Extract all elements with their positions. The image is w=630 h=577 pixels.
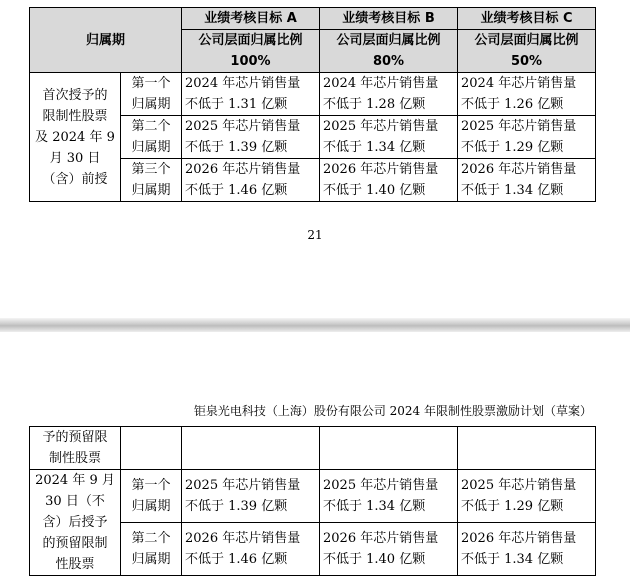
target-cell [320,523,458,576]
text-line: 不低于 1.29 亿颗 [461,499,564,514]
target-cell [320,116,458,159]
text-line: 性股票 [55,557,95,572]
text-line: 限制性股票 [42,108,108,124]
target-b-ratio: 80% [372,54,405,69]
running-header: 钜泉光电科技（上海）股份有限公司 2024 年限制性股票激励计划（草案） [193,404,592,418]
text-line: 2025 年芯片销售量 [323,119,439,134]
text-line: 不低于 1.46 亿颗 [185,552,288,567]
text-line: 第一个 [131,76,171,91]
target-a-title: 业绩考核目标 A [204,11,297,26]
page-number: 21 [307,228,323,242]
text-line: 归属期 [131,499,171,514]
text-line: 2025 年芯片销售量 [461,119,577,134]
text-line: 予的预留限 [42,430,108,445]
text-line: 第二个 [131,119,171,134]
text-line: 2026 年芯片销售量 [323,531,439,546]
document-page-bottom [0,332,630,577]
text-line: 2026 年芯片销售量 [185,162,301,177]
table-row [30,427,596,470]
performance-target-table [29,7,596,202]
text-line: 2026 年芯片销售量 [461,162,577,177]
text-line: 不低于 1.29 亿颗 [461,140,564,155]
text-line: 不低于 1.40 亿颗 [323,183,426,198]
text-line: （含）前授 [42,171,108,187]
text-line: 归属期 [131,183,171,198]
page-separator [0,318,630,332]
text-line: 不低于 1.34 亿颗 [323,140,426,155]
target-b-sub: 公司层面归属比例 [320,29,457,51]
text-line: 2024 年芯片销售量 [323,76,439,91]
period-cell [121,73,182,116]
period-cell [121,116,182,159]
text-line: 第二个 [131,531,171,546]
continued-label [30,427,121,470]
text-line: 不低于 1.39 亿颗 [185,499,288,514]
text-line: 2025 年芯片销售量 [185,478,301,493]
target-cell [182,523,320,576]
text-line: 制性股票 [48,451,101,466]
text-line: 2025 年芯片销售量 [461,478,577,493]
target-cell [320,159,458,202]
text-line: 不低于 1.31 亿颗 [185,97,288,112]
target-cell [182,73,320,116]
first-grant-label [30,73,121,202]
period-cell [121,470,182,523]
empty-cell [121,427,182,470]
text-line: 不低于 1.40 亿颗 [323,552,426,567]
target-c-ratio: 50% [510,54,543,69]
text-line: 2024 年芯片销售量 [461,76,577,91]
text-line: 不低于 1.34 亿颗 [323,499,426,514]
empty-cell [182,427,320,470]
text-line: 归属期 [131,552,171,567]
text-line: 含）后授予 [42,515,108,530]
target-cell [458,159,596,202]
text-line: 2024 年芯片销售量 [185,76,301,91]
text-line: 首次授予的 [42,87,108,103]
reserved-grant-label [30,470,121,576]
target-cell [182,116,320,159]
target-cell [458,470,596,523]
target-c-title: 业绩考核目标 C [480,11,573,26]
empty-cell [458,427,596,470]
text-line: 2025 年芯片销售量 [185,119,301,134]
text-line: 归属期 [131,97,171,112]
text-line: 不低于 1.34 亿颗 [461,552,564,567]
text-line: 不低于 1.28 亿颗 [323,97,426,112]
target-b-title: 业绩考核目标 B [342,11,435,26]
target-c-sub: 公司层面归属比例 [458,29,595,51]
text-line: 第一个 [131,478,171,493]
target-cell [182,470,320,523]
header-target-a [182,8,320,73]
period-cell [121,159,182,202]
empty-cell [320,427,458,470]
target-cell [182,159,320,202]
text-line: 2025 年芯片销售量 [323,478,439,493]
target-a-sub: 公司层面归属比例 [182,29,319,51]
text-line: 及 2024 年 9 [35,129,115,145]
header-target-c [458,8,596,73]
target-cell [458,73,596,116]
text-line: 2024 年 9 月 [35,473,115,488]
target-a-ratio: 100% [230,54,271,69]
text-line: 月 30 日 [49,150,101,166]
header-period: 归属期 [30,8,182,73]
text-line: 归属期 [131,140,171,155]
text-line: 2026 年芯片销售量 [185,531,301,546]
period-cell [121,523,182,576]
target-cell [458,116,596,159]
target-cell [458,523,596,576]
text-line: 30 日（不 [45,494,105,509]
text-line: 不低于 1.26 亿颗 [461,97,564,112]
text-line: 不低于 1.34 亿颗 [461,183,564,198]
table-row [30,470,596,523]
text-line: 第三个 [131,162,171,177]
performance-target-table-continued [29,426,596,576]
text-line: 的预留限制 [42,536,108,551]
table-row [30,73,596,116]
text-line: 2026 年芯片销售量 [461,531,577,546]
text-line: 不低于 1.46 亿颗 [185,183,288,198]
text-line: 2026 年芯片销售量 [323,162,439,177]
text-line: 不低于 1.39 亿颗 [185,140,288,155]
target-cell [320,470,458,523]
header-target-b [320,8,458,73]
target-cell [320,73,458,116]
